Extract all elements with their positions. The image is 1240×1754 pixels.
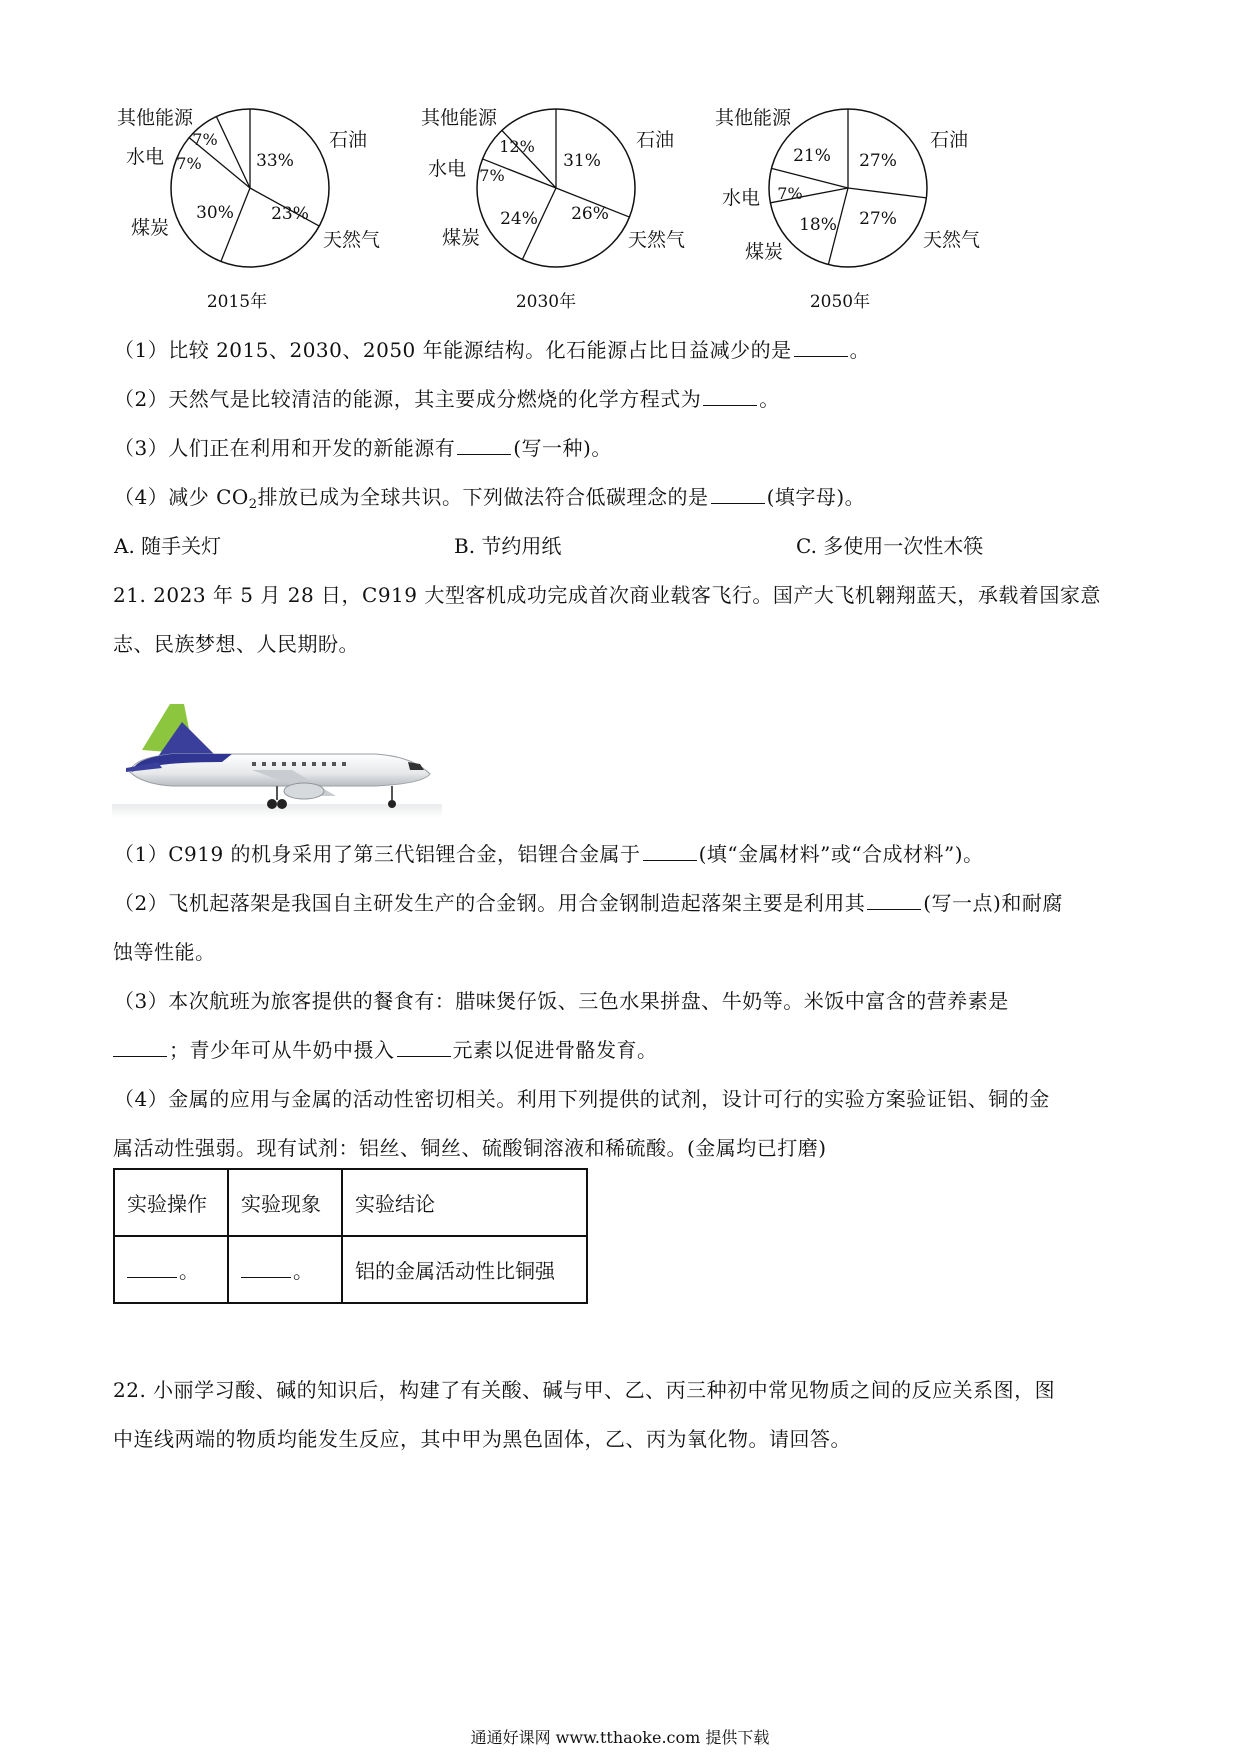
legend-other: 其他能源 xyxy=(117,107,194,129)
table-row xyxy=(114,1236,587,1303)
slice-label-oil: 31% xyxy=(563,151,601,171)
legend-hydro: 水电 xyxy=(428,158,467,180)
slice-label-hydro: 7% xyxy=(777,184,803,203)
q21-stem-line1: 21. 2023 年 5 月 28 日，C919 大型客机成功完成首次商业载客飞行。国产大飞机翱翔蓝天，承载着国家意 xyxy=(113,583,1101,607)
pie-title: 2030年 xyxy=(515,292,577,312)
q21-part4: （4）金属的应用与金属的活动性密切相关。利用下列提供的试剂，设计可行的实验方案验证铝、铜的金 xyxy=(114,1087,1050,1111)
header-conclusion: 实验结论 xyxy=(342,1169,587,1236)
header-phenomenon: 实验现象 xyxy=(228,1169,342,1236)
answer-blank xyxy=(127,1259,177,1278)
answer-blank xyxy=(113,1038,167,1057)
legend-other: 其他能源 xyxy=(715,107,792,129)
legend-gas: 天然气 xyxy=(323,229,381,251)
pie-chart-2050 xyxy=(715,107,980,312)
slice-label-other: 12% xyxy=(499,137,535,156)
experiment-table xyxy=(113,1168,588,1304)
table-header-row xyxy=(114,1169,587,1236)
legend-oil: 石油 xyxy=(930,129,969,151)
q20-part4: （4）减少 $CO_2$排放已成为全球共识。下列做法符合低碳理念的是 (填字母)。 xyxy=(114,485,866,512)
legend-hydro: 水电 xyxy=(126,146,165,168)
legend-coal: 煤炭 xyxy=(131,217,170,239)
option-a: A. 随手关灯 xyxy=(114,534,222,558)
slice-label-gas: 23% xyxy=(271,204,309,224)
q21-part2-cont: 蚀等性能。 xyxy=(113,940,216,964)
q21-part4-cont: 属活动性强弱。现有试剂：铝丝、铜丝、硫酸铜溶液和稀硫酸。(金属均已打磨) xyxy=(113,1136,827,1160)
q21-stem-line2: 志、民族梦想、人民期盼。 xyxy=(113,632,359,656)
legend-oil: 石油 xyxy=(329,129,368,151)
legend-gas: 天然气 xyxy=(923,229,981,251)
pie-title: 2050年 xyxy=(809,292,871,312)
legend-gas: 天然气 xyxy=(628,229,686,251)
slice-label-other: 7% xyxy=(192,130,218,149)
answer-blank xyxy=(794,338,848,357)
q22-line2: 中连线两端的物质均能发生反应，其中甲为黑色固体，乙、丙为氧化物。请回答。 xyxy=(113,1427,851,1451)
legend-other: 其他能源 xyxy=(421,107,498,129)
q20-part1: （1）比较 2015、2030、2050 年能源结构。化石能源占比日益减少的是 。 xyxy=(114,338,871,362)
q21-part3: （3）本次航班为旅客提供的餐食有：腊味煲仔饭、三色水果拼盘、牛奶等。米饭中富含的营养素是 xyxy=(114,989,1009,1013)
slice-label-gas: 26% xyxy=(571,204,609,224)
q20-part2: （2）天然气是比较清洁的能源，其主要成分燃烧的化学方程式为 。 xyxy=(114,387,780,411)
c919-airplane-image xyxy=(112,692,442,822)
legend-coal: 煤炭 xyxy=(745,241,784,263)
slice-label-oil: 33% xyxy=(256,151,294,171)
energy-pie-charts xyxy=(0,0,1240,320)
pie-slice-divider xyxy=(848,188,926,198)
answer-blank xyxy=(397,1038,451,1057)
q22-line1: 22. 小丽学习酸、碱的知识后，构建了有关酸、碱与甲、乙、丙三种初中常见物质之间的反应关系图，图 xyxy=(113,1378,1056,1402)
answer-blank xyxy=(457,436,511,455)
slice-label-coal: 30% xyxy=(196,203,234,223)
slice-label-hydro: 7% xyxy=(176,154,202,173)
answer-blank xyxy=(867,891,921,910)
q21-part2: （2）飞机起落架是我国自主研发生产的合金钢。用合金钢制造起落架主要是利用其 (写一点)和耐腐 xyxy=(114,891,1063,915)
pie-slice-divider xyxy=(216,117,250,188)
slice-label-gas: 27% xyxy=(859,209,897,229)
legend-hydro: 水电 xyxy=(722,187,761,209)
legend-coal: 煤炭 xyxy=(442,227,481,249)
header-operation: 实验操作 xyxy=(114,1169,228,1236)
cell-phenomenon: 。 xyxy=(228,1236,342,1303)
slice-label-coal: 18% xyxy=(799,215,837,235)
legend-oil: 石油 xyxy=(636,129,675,151)
slice-label-coal: 24% xyxy=(500,209,538,229)
slice-label-other: 21% xyxy=(793,146,831,166)
pie-slice-divider xyxy=(221,188,250,261)
option-b: B. 节约用纸 xyxy=(454,534,562,558)
answer-blank xyxy=(711,485,765,504)
answer-blank xyxy=(643,842,697,861)
pie-chart-2015 xyxy=(117,107,380,312)
answer-blank xyxy=(241,1259,291,1278)
page-footer: 通通好课网 www.tthaoke.com 提供下载 xyxy=(470,1728,770,1747)
option-c: C. 多使用一次性木筷 xyxy=(796,534,984,558)
slice-label-hydro: 7% xyxy=(479,166,505,185)
cell-operation: 。 xyxy=(114,1236,228,1303)
q20-part3: （3）人们正在利用和开发的新能源有 (写一种)。 xyxy=(114,436,612,460)
q21-part1: （1）C919 的机身采用了第三代铝锂合金，铝锂合金属于 (填“金属材料”或“合成材料”)。 xyxy=(114,842,984,866)
pie-chart-2030 xyxy=(421,107,685,312)
pie-title: 2015年 xyxy=(206,292,268,312)
slice-label-oil: 27% xyxy=(859,151,897,171)
answer-blank xyxy=(703,387,757,406)
cell-conclusion: 铝的金属活动性比铜强 xyxy=(342,1236,587,1303)
q21-part3-cont: ；青少年可从牛奶中摄入 元素以促进骨骼发育。 xyxy=(113,1036,658,1064)
